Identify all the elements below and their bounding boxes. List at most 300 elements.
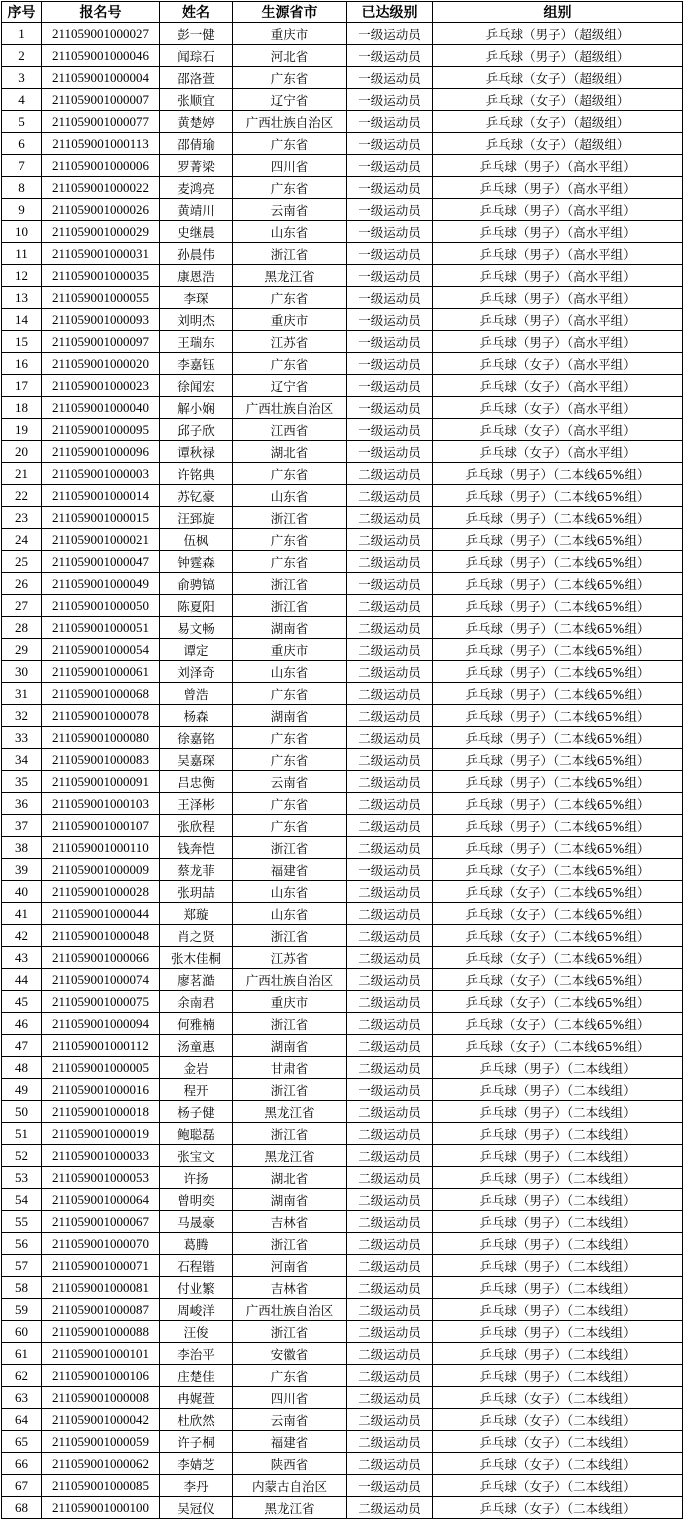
row-group: 乒乓球（女子）（高水平组）: [433, 353, 683, 375]
row-registration-no: 211059001000050: [42, 595, 160, 617]
table-row: [2, 815, 683, 837]
row-province: 福建省: [233, 859, 347, 881]
row-serial: 9: [2, 199, 42, 221]
row-registration-no: 211059001000009: [42, 859, 160, 881]
row-registration-no: 211059001000023: [42, 375, 160, 397]
row-registration-no: 211059001000053: [42, 1167, 160, 1189]
row-name: 许扬: [160, 1167, 233, 1189]
row-level: 二级运动员: [347, 1057, 433, 1079]
row-province: 山东省: [233, 881, 347, 903]
row-registration-no: 211059001000049: [42, 573, 160, 595]
row-registration-no: 211059001000088: [42, 1321, 160, 1343]
row-province: 黑龙江省: [233, 265, 347, 287]
row-name: 蔡龙菲: [160, 859, 233, 881]
row-group: 乒乓球（男子）（二本线65%组）: [433, 815, 683, 837]
row-level: 一级运动员: [347, 45, 433, 67]
row-serial: 39: [2, 859, 42, 881]
row-registration-no: 211059001000031: [42, 243, 160, 265]
row-serial: 43: [2, 947, 42, 969]
row-serial: 11: [2, 243, 42, 265]
row-serial: 23: [2, 507, 42, 529]
row-registration-no: 211059001000112: [42, 1035, 160, 1057]
row-level: 一级运动员: [347, 397, 433, 419]
row-name: 王泽彬: [160, 793, 233, 815]
row-group: 乒乓球（男子）（二本线组）: [433, 1343, 683, 1365]
row-level: 一级运动员: [347, 573, 433, 595]
table-row: [2, 727, 683, 749]
row-serial: 48: [2, 1057, 42, 1079]
row-province: 广东省: [233, 551, 347, 573]
row-province: 浙江省: [233, 1321, 347, 1343]
row-serial: 56: [2, 1233, 42, 1255]
row-serial: 17: [2, 375, 42, 397]
row-registration-no: 211059001000006: [42, 155, 160, 177]
row-level: 二级运动员: [347, 617, 433, 639]
row-registration-no: 211059001000095: [42, 419, 160, 441]
row-name: 易文畅: [160, 617, 233, 639]
row-serial: 19: [2, 419, 42, 441]
row-level: 二级运动员: [347, 837, 433, 859]
row-name: 曾浩: [160, 683, 233, 705]
table-row: [2, 1299, 683, 1321]
row-registration-no: 211059001000083: [42, 749, 160, 771]
row-level: 一级运动员: [347, 155, 433, 177]
table-row: [2, 903, 683, 925]
row-registration-no: 211059001000040: [42, 397, 160, 419]
row-province: 广东省: [233, 353, 347, 375]
row-serial: 26: [2, 573, 42, 595]
row-serial: 63: [2, 1387, 42, 1409]
row-group: 乒乓球（女子）（二本线组）: [433, 1453, 683, 1475]
row-province: 浙江省: [233, 925, 347, 947]
row-province: 云南省: [233, 1409, 347, 1431]
table-row: [2, 507, 683, 529]
row-name: 钱奔恺: [160, 837, 233, 859]
row-name: 康恩浩: [160, 265, 233, 287]
row-name: 邵倩瑜: [160, 133, 233, 155]
row-level: 二级运动员: [347, 1321, 433, 1343]
table-row: [2, 133, 683, 155]
row-serial: 2: [2, 45, 42, 67]
row-level: 二级运动员: [347, 727, 433, 749]
row-name: 廖茗澔: [160, 969, 233, 991]
row-group: 乒乓球（男子）（二本线65%组）: [433, 727, 683, 749]
row-province: 甘肃省: [233, 1057, 347, 1079]
row-registration-no: 211059001000044: [42, 903, 160, 925]
row-name: 吕忠衡: [160, 771, 233, 793]
row-province: 重庆市: [233, 23, 347, 45]
row-group: 乒乓球（女子）（二本线65%组）: [433, 903, 683, 925]
row-serial: 35: [2, 771, 42, 793]
table-row: [2, 1475, 683, 1497]
row-level: 一级运动员: [347, 23, 433, 45]
row-name: 彭一健: [160, 23, 233, 45]
row-group: 乒乓球（女子）（二本线组）: [433, 1431, 683, 1453]
row-serial: 32: [2, 705, 42, 727]
row-province: 广西壮族自治区: [233, 111, 347, 133]
row-name: 麦鸿亮: [160, 177, 233, 199]
row-registration-no: 211059001000004: [42, 67, 160, 89]
row-name: 程开: [160, 1079, 233, 1101]
row-group: 乒乓球（男子）（二本线组）: [433, 1167, 683, 1189]
row-level: 一级运动员: [347, 1079, 433, 1101]
row-province: 湖南省: [233, 617, 347, 639]
row-group: 乒乓球（男子）（超级组）: [433, 45, 683, 67]
row-group: 乒乓球（女子）（二本线65%组）: [433, 1035, 683, 1057]
row-province: 广东省: [233, 463, 347, 485]
row-name: 马晟豪: [160, 1211, 233, 1233]
row-serial: 53: [2, 1167, 42, 1189]
row-group: 乒乓球（男子）（二本线65%组）: [433, 749, 683, 771]
row-serial: 36: [2, 793, 42, 815]
row-registration-no: 211059001000019: [42, 1123, 160, 1145]
row-province: 广东省: [233, 287, 347, 309]
table-row: [2, 969, 683, 991]
row-name: 金岩: [160, 1057, 233, 1079]
row-province: 山东省: [233, 221, 347, 243]
table-row: [2, 1387, 683, 1409]
row-serial: 45: [2, 991, 42, 1013]
row-registration-no: 211059001000028: [42, 881, 160, 903]
row-name: 杨森: [160, 705, 233, 727]
table-row: [2, 1343, 683, 1365]
table-row: [2, 859, 683, 881]
table-row: [2, 639, 683, 661]
table-row: [2, 1321, 683, 1343]
row-province: 四川省: [233, 1387, 347, 1409]
row-serial: 12: [2, 265, 42, 287]
row-group: 乒乓球（男子）（二本线65%组）: [433, 793, 683, 815]
row-province: 广东省: [233, 1365, 347, 1387]
row-serial: 59: [2, 1299, 42, 1321]
row-name: 何雅楠: [160, 1013, 233, 1035]
row-registration-no: 211059001000096: [42, 441, 160, 463]
row-group: 乒乓球（男子）（二本线组）: [433, 1079, 683, 1101]
table-row: [2, 1365, 683, 1387]
row-registration-no: 211059001000094: [42, 1013, 160, 1035]
row-registration-no: 211059001000097: [42, 331, 160, 353]
row-name: 刘泽奇: [160, 661, 233, 683]
row-province: 山东省: [233, 903, 347, 925]
row-level: 二级运动员: [347, 1035, 433, 1057]
row-level: 二级运动员: [347, 1123, 433, 1145]
row-group: 乒乓球（女子）（二本线65%组）: [433, 969, 683, 991]
row-registration-no: 211059001000066: [42, 947, 160, 969]
row-province: 湖北省: [233, 441, 347, 463]
row-registration-no: 211059001000033: [42, 1145, 160, 1167]
row-province: 吉林省: [233, 1277, 347, 1299]
table-row: [2, 23, 683, 45]
row-level: 二级运动员: [347, 551, 433, 573]
row-registration-no: 211059001000008: [42, 1387, 160, 1409]
table-row: [2, 1453, 683, 1475]
table-row: [2, 925, 683, 947]
row-level: 二级运动员: [347, 529, 433, 551]
row-province: 广东省: [233, 67, 347, 89]
row-level: 二级运动员: [347, 1013, 433, 1035]
row-registration-no: 211059001000067: [42, 1211, 160, 1233]
row-province: 湖北省: [233, 1167, 347, 1189]
row-serial: 67: [2, 1475, 42, 1497]
row-serial: 42: [2, 925, 42, 947]
row-province: 广东省: [233, 749, 347, 771]
row-province: 辽宁省: [233, 375, 347, 397]
row-province: 福建省: [233, 1431, 347, 1453]
table-header-row: [2, 2, 683, 23]
row-group: 乒乓球（女子）（高水平组）: [433, 397, 683, 419]
table-row: [2, 1013, 683, 1035]
row-serial: 8: [2, 177, 42, 199]
row-province: 河南省: [233, 1255, 347, 1277]
row-name: 李嘉钰: [160, 353, 233, 375]
header-serial: 序号: [2, 2, 42, 23]
row-serial: 16: [2, 353, 42, 375]
row-province: 浙江省: [233, 573, 347, 595]
row-group: 乒乓球（男子）（二本线65%组）: [433, 551, 683, 573]
row-group: 乒乓球（女子）（二本线65%组）: [433, 859, 683, 881]
row-level: 二级运动员: [347, 1211, 433, 1233]
row-group: 乒乓球（男子）（二本线组）: [433, 1299, 683, 1321]
row-group: 乒乓球（男子）（二本线65%组）: [433, 485, 683, 507]
row-name: 俞骋镐: [160, 573, 233, 595]
row-province: 重庆市: [233, 639, 347, 661]
row-serial: 13: [2, 287, 42, 309]
row-group: 乒乓球（男子）（高水平组）: [433, 309, 683, 331]
table-row: [2, 89, 683, 111]
row-level: 一级运动员: [347, 375, 433, 397]
row-serial: 46: [2, 1013, 42, 1035]
row-level: 二级运动员: [347, 683, 433, 705]
table-row: [2, 771, 683, 793]
row-registration-no: 211059001000107: [42, 815, 160, 837]
row-province: 黑龙江省: [233, 1145, 347, 1167]
row-registration-no: 211059001000071: [42, 1255, 160, 1277]
row-serial: 50: [2, 1101, 42, 1123]
table-row: [2, 1189, 683, 1211]
row-group: 乒乓球（男子）（二本线65%组）: [433, 837, 683, 859]
row-registration-no: 211059001000113: [42, 133, 160, 155]
row-registration-no: 211059001000054: [42, 639, 160, 661]
row-registration-no: 211059001000027: [42, 23, 160, 45]
row-name: 李丹: [160, 1475, 233, 1497]
row-group: 乒乓球（女子）（二本线65%组）: [433, 1013, 683, 1035]
row-registration-no: 211059001000106: [42, 1365, 160, 1387]
table-row: [2, 1255, 683, 1277]
table-row: [2, 793, 683, 815]
row-serial: 44: [2, 969, 42, 991]
row-name: 解小娴: [160, 397, 233, 419]
row-province: 浙江省: [233, 1079, 347, 1101]
table-row: [2, 265, 683, 287]
row-level: 二级运动员: [347, 793, 433, 815]
row-serial: 52: [2, 1145, 42, 1167]
table-row: [2, 1079, 683, 1101]
table-row: [2, 397, 683, 419]
row-group: 乒乓球（男子）（二本线65%组）: [433, 639, 683, 661]
row-group: 乒乓球（男子）（二本线组）: [433, 1211, 683, 1233]
row-group: 乒乓球（男子）（高水平组）: [433, 155, 683, 177]
row-name: 史继晨: [160, 221, 233, 243]
row-level: 一级运动员: [347, 441, 433, 463]
row-group: 乒乓球（女子）（高水平组）: [433, 375, 683, 397]
row-level: 一级运动员: [347, 331, 433, 353]
table-row: [2, 353, 683, 375]
row-province: 吉林省: [233, 1211, 347, 1233]
row-name: 庄楚佳: [160, 1365, 233, 1387]
row-province: 湖南省: [233, 705, 347, 727]
row-level: 一级运动员: [347, 221, 433, 243]
row-province: 黑龙江省: [233, 1101, 347, 1123]
row-serial: 64: [2, 1409, 42, 1431]
row-serial: 22: [2, 485, 42, 507]
athlete-list-table: [1, 1, 683, 1519]
row-group: 乒乓球（女子）（二本线65%组）: [433, 991, 683, 1013]
row-serial: 57: [2, 1255, 42, 1277]
row-name: 张宝文: [160, 1145, 233, 1167]
table-row: [2, 441, 683, 463]
row-level: 二级运动员: [347, 1409, 433, 1431]
row-province: 湖南省: [233, 1189, 347, 1211]
row-province: 重庆市: [233, 991, 347, 1013]
row-group: 乒乓球（男子）（二本线65%组）: [433, 573, 683, 595]
row-province: 浙江省: [233, 243, 347, 265]
header-level: 已达级别: [347, 2, 433, 23]
table-row: [2, 1167, 683, 1189]
row-level: 二级运动员: [347, 1167, 433, 1189]
row-registration-no: 211059001000062: [42, 1453, 160, 1475]
row-group: 乒乓球（女子）（二本线65%组）: [433, 925, 683, 947]
row-province: 浙江省: [233, 1013, 347, 1035]
row-level: 二级运动员: [347, 463, 433, 485]
row-name: 葛腾: [160, 1233, 233, 1255]
row-province: 江苏省: [233, 331, 347, 353]
row-province: 广东省: [233, 133, 347, 155]
row-group: 乒乓球（男子）（二本线组）: [433, 1123, 683, 1145]
table-row: [2, 287, 683, 309]
row-province: 广东省: [233, 177, 347, 199]
row-serial: 14: [2, 309, 42, 331]
table-row: [2, 111, 683, 133]
row-name: 许铭典: [160, 463, 233, 485]
row-name: 钟霆森: [160, 551, 233, 573]
row-level: 一级运动员: [347, 1475, 433, 1497]
row-group: 乒乓球（女子）（二本线组）: [433, 1409, 683, 1431]
row-group: 乒乓球（男子）（超级组）: [433, 23, 683, 45]
row-level: 二级运动员: [347, 991, 433, 1013]
header-name: 姓名: [160, 2, 233, 23]
row-registration-no: 211059001000077: [42, 111, 160, 133]
table-row: [2, 1035, 683, 1057]
row-level: 二级运动员: [347, 1255, 433, 1277]
table-row: [2, 1233, 683, 1255]
row-level: 一级运动员: [347, 89, 433, 111]
row-level: 一级运动员: [347, 287, 433, 309]
table-row: [2, 309, 683, 331]
row-group: 乒乓球（女子）（二本线65%组）: [433, 881, 683, 903]
row-level: 二级运动员: [347, 925, 433, 947]
table-row: [2, 837, 683, 859]
row-group: 乒乓球（男子）（二本线65%组）: [433, 507, 683, 529]
row-level: 一级运动员: [347, 111, 433, 133]
row-level: 一级运动员: [347, 133, 433, 155]
row-group: 乒乓球（男子）（二本线65%组）: [433, 617, 683, 639]
row-province: 浙江省: [233, 1233, 347, 1255]
row-name: 余南君: [160, 991, 233, 1013]
row-name: 闻琮石: [160, 45, 233, 67]
table-row: [2, 617, 683, 639]
table-row: [2, 573, 683, 595]
row-serial: 58: [2, 1277, 42, 1299]
row-province: 山东省: [233, 661, 347, 683]
table-row: [2, 177, 683, 199]
table-row: [2, 1101, 683, 1123]
row-group: 乒乓球（男子）（二本线65%组）: [433, 683, 683, 705]
row-registration-no: 211059001000074: [42, 969, 160, 991]
row-name: 邱子欣: [160, 419, 233, 441]
row-group: 乒乓球（女子）（超级组）: [433, 111, 683, 133]
row-registration-no: 211059001000093: [42, 309, 160, 331]
row-serial: 60: [2, 1321, 42, 1343]
row-group: 乒乓球（女子）（超级组）: [433, 89, 683, 111]
row-level: 一级运动员: [347, 419, 433, 441]
row-level: 二级运动员: [347, 815, 433, 837]
row-registration-no: 211059001000075: [42, 991, 160, 1013]
row-province: 广西壮族自治区: [233, 397, 347, 419]
row-registration-no: 211059001000061: [42, 661, 160, 683]
row-name: 刘明杰: [160, 309, 233, 331]
row-level: 二级运动员: [347, 903, 433, 925]
row-name: 王瑞东: [160, 331, 233, 353]
row-province: 浙江省: [233, 837, 347, 859]
row-registration-no: 211059001000064: [42, 1189, 160, 1211]
row-serial: 10: [2, 221, 42, 243]
row-group: 乒乓球（男子）（二本线65%组）: [433, 595, 683, 617]
row-level: 二级运动员: [347, 1189, 433, 1211]
row-registration-no: 211059001000048: [42, 925, 160, 947]
row-name: 汪俊: [160, 1321, 233, 1343]
row-level: 二级运动员: [347, 947, 433, 969]
row-group: 乒乓球（男子）（二本线组）: [433, 1277, 683, 1299]
row-province: 云南省: [233, 199, 347, 221]
row-name: 郑璇: [160, 903, 233, 925]
table-row: [2, 67, 683, 89]
table-row: [2, 45, 683, 67]
row-group: 乒乓球（男子）（高水平组）: [433, 177, 683, 199]
row-serial: 55: [2, 1211, 42, 1233]
row-registration-no: 211059001000081: [42, 1277, 160, 1299]
row-registration-no: 211059001000091: [42, 771, 160, 793]
row-registration-no: 211059001000078: [42, 705, 160, 727]
row-name: 黄楚婷: [160, 111, 233, 133]
row-group: 乒乓球（女子）（高水平组）: [433, 419, 683, 441]
table-row: [2, 463, 683, 485]
table-row: [2, 947, 683, 969]
row-level: 二级运动员: [347, 1431, 433, 1453]
row-name: 曾明奕: [160, 1189, 233, 1211]
row-province: 广东省: [233, 683, 347, 705]
row-province: 河北省: [233, 45, 347, 67]
row-serial: 3: [2, 67, 42, 89]
row-level: 一级运动员: [347, 859, 433, 881]
table-row: [2, 1057, 683, 1079]
row-name: 孙晨伟: [160, 243, 233, 265]
row-name: 肖之贤: [160, 925, 233, 947]
row-serial: 20: [2, 441, 42, 463]
row-level: 二级运动员: [347, 1497, 433, 1519]
row-name: 鲍聪磊: [160, 1123, 233, 1145]
row-level: 二级运动员: [347, 969, 433, 991]
row-level: 二级运动员: [347, 1233, 433, 1255]
